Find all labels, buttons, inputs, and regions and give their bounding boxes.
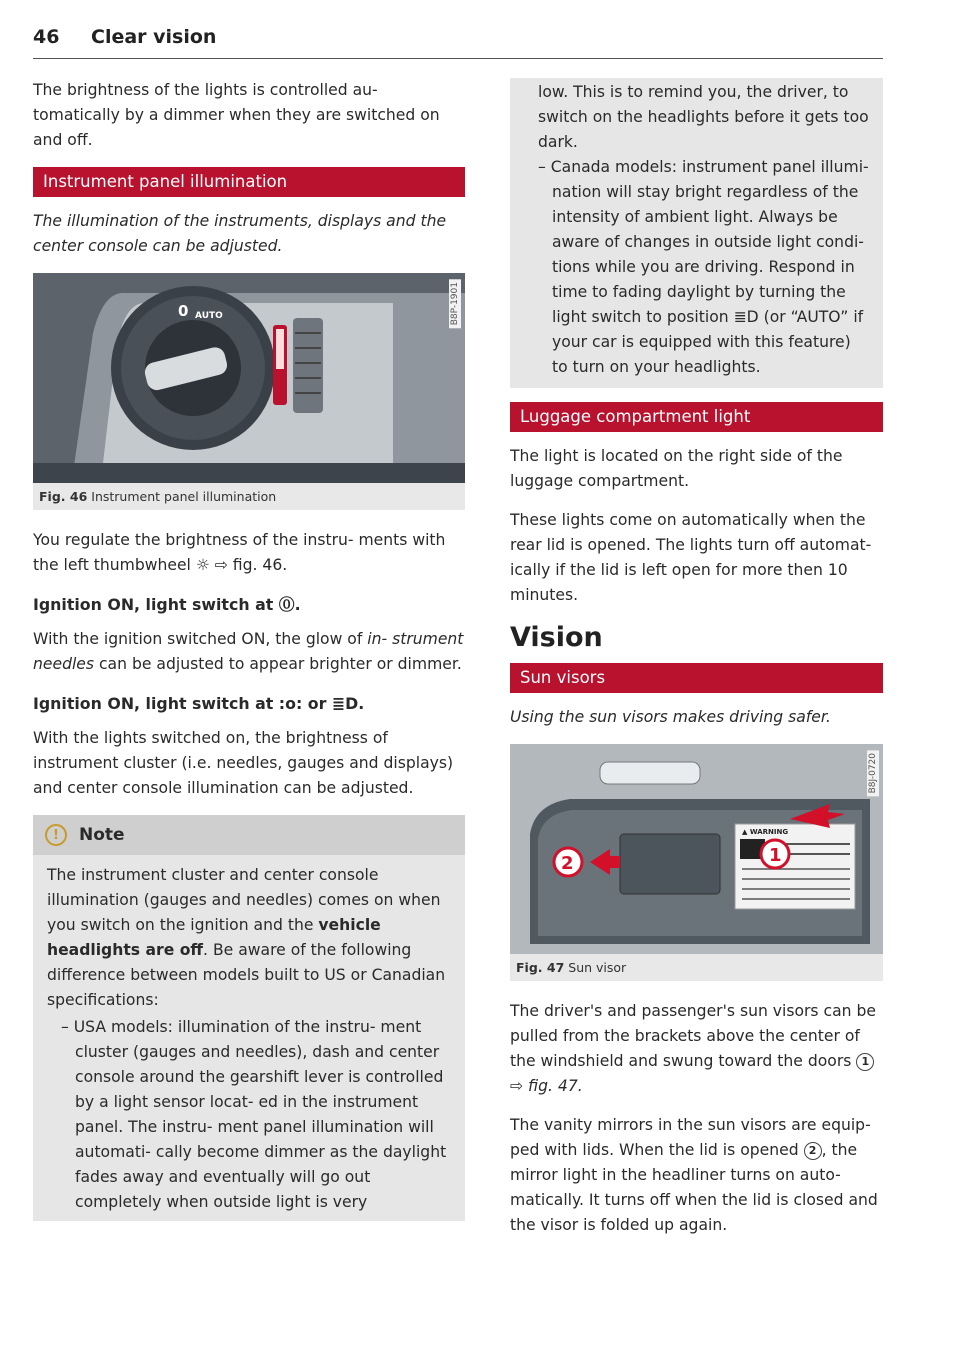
figure-number: Fig. 47	[516, 960, 565, 975]
knob-label-zero: 0	[178, 302, 189, 320]
chapter-title: Clear vision	[91, 26, 217, 48]
figure-caption-text: Instrument panel illumination	[91, 489, 277, 504]
figure-code: B8J-0720	[867, 750, 879, 796]
figure-caption-text: Sun visor	[568, 960, 627, 975]
note-header	[33, 815, 465, 855]
sun-visor-illustration	[510, 744, 883, 954]
note-paragraph	[47, 863, 451, 1013]
sun-visor-subtitle: Using the sun visors makes driving safer.	[510, 708, 831, 726]
note-continuation	[510, 78, 883, 388]
text-part: The driver's and passenger's sun visors can be pulled from the brackets above the center of the windshield and swung toward the doors	[510, 1002, 876, 1070]
text-part: The vanity mirrors in the sun visors are equip- ped with lids. When the lid is opened	[510, 1116, 871, 1159]
text-part: The instrument cluster and center console illumination (gauges and needles) comes on when you switch on the ignition and the	[47, 866, 441, 934]
section-heading-instrument-panel: Instrument panel illumination	[33, 167, 465, 197]
luggage-paragraph-2: These lights come on automatically when the rear lid is opened. The lights turn off automat- ically if the lid is left open for more then 10 minutes.	[510, 511, 872, 604]
text-part: . Be aware of the following difference between models built to US or Canadian specifications:	[47, 941, 446, 1009]
section-subtitle: The illumination of the instruments, displays and the center console can be adjusted.	[33, 212, 447, 255]
luggage-paragraph-1: The light is located on the right side of the luggage compartment.	[510, 447, 843, 490]
info-icon: !	[45, 824, 67, 846]
emphasis-text: in- strument needles	[33, 630, 464, 673]
visor-paragraph-1	[510, 999, 883, 1099]
note-box	[33, 815, 465, 1221]
callout-2-label: 2	[561, 853, 574, 874]
subheading-ignition-lights: Ignition ON, light switch at ꞉o꞉ or ≣D.	[33, 694, 365, 713]
bold-text: vehicle headlights are off	[47, 916, 381, 959]
light-switch-illustration	[33, 273, 465, 483]
knob-label-auto: AUTO	[195, 311, 223, 321]
fig-ref: ⇨ fig. 47.	[510, 1077, 583, 1095]
section-heading-luggage: Luggage compartment light	[510, 402, 883, 432]
circled-ref-1: 1	[856, 1053, 874, 1071]
text-part: , the mirror light in the headliner turns on auto- matically. It turns off when the lid is closed and the visor is folded up again.	[510, 1141, 878, 1234]
figure-caption	[510, 954, 883, 975]
text-part: can be adjusted to appear brighter or dimmer.	[94, 655, 462, 673]
left-column	[33, 78, 465, 1221]
section-heading-sun-visors: Sun visors	[510, 663, 883, 693]
intro-paragraph: The brightness of the lights is controlled au- tomatically by a dimmer when they are switched on and off.	[33, 81, 440, 149]
ignition-lights-paragraph: With the lights switched on, the brightness of instrument cluster (i.e. needles, gauges and displays) and center console illumination can be adjusted.	[33, 729, 454, 797]
vision-heading: Vision	[510, 622, 603, 653]
light-switch-drawing	[33, 273, 465, 483]
note-continued-text: low. This is to remind you, the driver, to switch on the headlights before it gets too dark.	[538, 83, 869, 151]
callout-1-label: 1	[769, 845, 782, 866]
subheading-ignition-zero: Ignition ON, light switch at ⓪.	[33, 595, 301, 614]
note-title: Note	[79, 825, 125, 845]
visor-paragraph-2	[510, 1113, 883, 1238]
warning-label: ▲ WARNING	[742, 828, 789, 836]
circled-ref-2: 2	[804, 1142, 822, 1160]
ignition-zero-paragraph	[33, 627, 465, 677]
regulate-paragraph: You regulate the brightness of the instru- ments with the left thumbwheel ☼ ⇨ fig. 46.	[33, 531, 446, 574]
right-column	[510, 78, 883, 1252]
sun-visor-drawing	[510, 744, 883, 954]
figure-47	[510, 744, 883, 981]
page-header	[33, 24, 883, 59]
note-body	[33, 855, 465, 1221]
figure-46	[33, 273, 465, 510]
page-number: 46	[33, 26, 60, 48]
figure-number: Fig. 46	[39, 489, 88, 504]
figure-caption	[33, 483, 465, 504]
figure-code: B8P-1901	[449, 279, 461, 328]
note-canada-item: – Canada models: instrument panel illumi- nation will stay bright regardless of the intensity of ambient light. Always be aware of changes in outside light condi- tions while you are driving. Respond in time to fading daylight by turning the light switch to position ≣D (or “AUTO” if your car is equipped with this feature) to turn on your headlights.	[538, 158, 869, 376]
text-part: With the ignition switched ON, the glow of	[33, 630, 368, 648]
note-usa-item: – USA models: illumination of the instru- ment cluster (gauges and needles), dash and center console around the gearshift lever is controlled by a light sensor locat- ed in the instrument panel. The instru- ment panel illumination will automati- cally become dimmer as the daylight fades away and eventually will go out completely when outside light is very	[61, 1018, 447, 1211]
